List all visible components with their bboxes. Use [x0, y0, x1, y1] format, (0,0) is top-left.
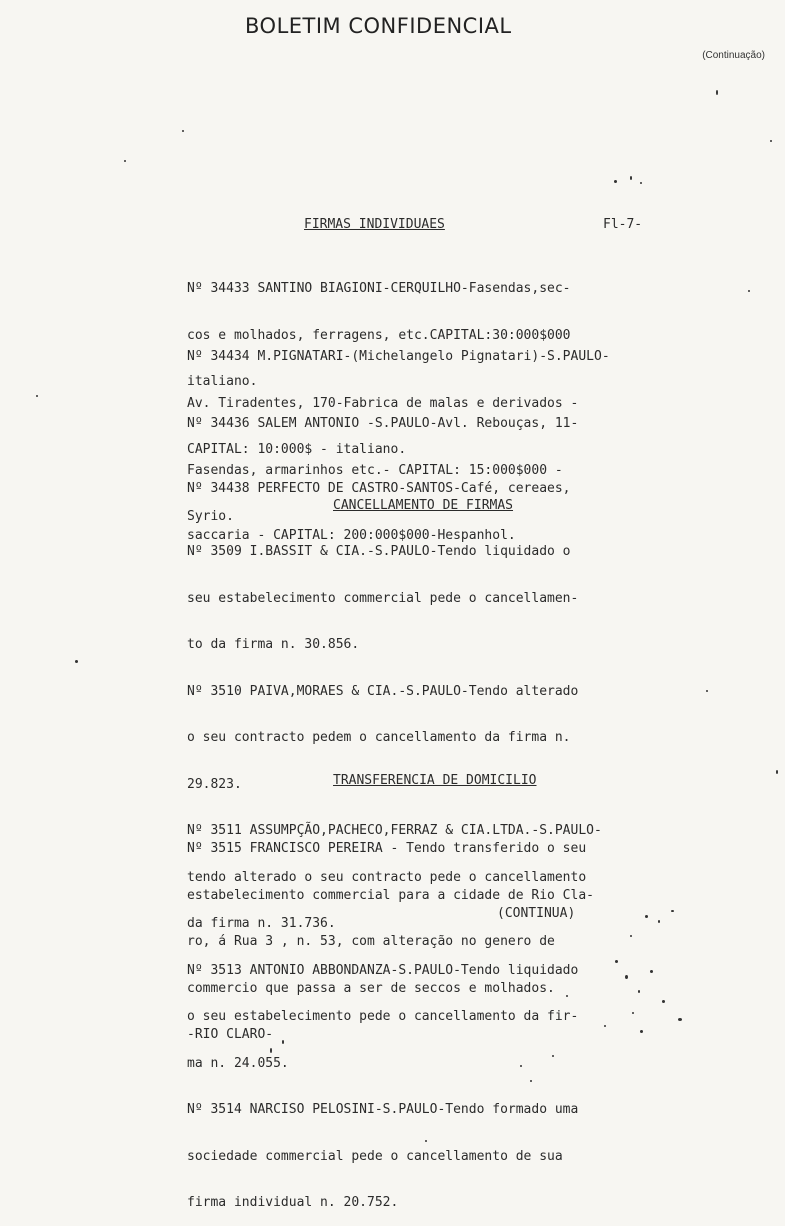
speck — [716, 90, 718, 95]
entry-line: ro, á Rua 3 , n. 53, com alteração no genero de — [187, 934, 555, 949]
entry-line: Nº 3510 PAIVA,MORAES & CIA.-S.PAULO-Tendo alterado — [187, 683, 579, 699]
entry-line: Nº 3515 FRANCISCO PEREIRA - Tendo transferido o seu — [187, 841, 587, 856]
speck — [630, 176, 632, 180]
entry-line: Av. Tiradentes, 170-Fabrica de malas e derivados - — [187, 395, 579, 411]
entry-line: Syrio. — [187, 509, 234, 524]
speck — [625, 975, 628, 979]
section-title-cancellamento: CANCELLAMENTO DE FIRMAS — [333, 498, 514, 513]
transferencia-entries — [187, 810, 594, 1058]
entry-line: Nº 34438 PERFECTO DE CASTRO-SANTOS-Café, cereaes, — [187, 481, 571, 496]
speck — [425, 1140, 427, 1142]
entry-line: Nº 34434 M.PIGNATARI-(Michelangelo Pignatari)-S.PAULO- — [187, 349, 610, 364]
speck — [671, 910, 674, 912]
section-title-firmas-individuaes: FIRMAS INDIVIDUAES — [304, 217, 445, 232]
entry-line: o seu contracto pedem o cancellamento da firma n. — [187, 730, 571, 745]
speck — [604, 1025, 606, 1027]
entry-line: ma n. 24.055. — [187, 1055, 289, 1071]
speck — [36, 395, 38, 397]
entry-line: seu estabelecimento commercial pede o cancellamen- — [187, 590, 579, 606]
page-folio: Fl-7- — [603, 217, 643, 232]
entry-line: italiano. — [187, 374, 258, 389]
entry-line: -RIO CLARO- — [187, 1027, 274, 1042]
speck — [678, 1018, 682, 1021]
entry-line: to da firma n. 30.856. — [187, 637, 360, 652]
entry-line: Fasendas, armarinhos etc.- CAPITAL: 15:000$000 - — [187, 462, 563, 478]
speck — [270, 1048, 272, 1053]
speck — [638, 990, 640, 993]
speck — [662, 1000, 665, 1003]
speck — [520, 1065, 522, 1067]
speck — [182, 130, 184, 132]
document-title: BOLETIM CONFIDENCIAL — [245, 14, 512, 38]
speck — [630, 935, 632, 937]
entry-line: Nº 3509 I.BASSIT & CIA.-S.PAULO-Tendo liquidado o — [187, 544, 571, 559]
speck — [748, 290, 750, 292]
speck — [75, 660, 78, 663]
speck — [640, 182, 642, 184]
entry-line: Nº 34433 SANTINO BIAGIONI-CERQUILHO-Fasendas,sec- — [187, 281, 571, 296]
continua-note: (CONTINUA) — [497, 906, 576, 921]
speck — [706, 690, 708, 692]
speck — [552, 1055, 554, 1057]
entry-line: 29.823. — [187, 776, 242, 792]
speck — [615, 960, 618, 963]
speck — [124, 160, 126, 162]
speck — [632, 1012, 634, 1014]
speck — [566, 995, 568, 997]
speck — [776, 770, 778, 774]
continuation-note: (Continuação) — [702, 50, 765, 61]
entry-line: sociedade commercial pede o cancellamento de sua — [187, 1148, 563, 1164]
section-title-transferencia: TRANSFERENCIA DE DOMICILIO — [333, 773, 537, 788]
entry-line: da firma n. 31.736. — [187, 916, 336, 931]
speck — [658, 920, 660, 923]
speck — [650, 970, 653, 973]
speck — [530, 1080, 532, 1082]
entry-line: Nº 3513 ANTONIO ABBONDANZA-S.PAULO-Tendo liquidado — [187, 962, 579, 978]
entry-line: Nº 3511 ASSUMPÇÃO,PACHECO,FERRAZ & CIA.LTDA.-S.PAULO- — [187, 823, 602, 838]
entry-line: firma individual n. 20.752. — [187, 1195, 399, 1210]
speck — [282, 1040, 284, 1044]
entry-line: tendo alterado o seu contracto pede o cancellamento — [187, 869, 587, 885]
speck — [640, 1030, 643, 1033]
entry-line: saccaria - CAPITAL: 200:000$000-Hespanhol. — [187, 527, 516, 543]
entry-line: CAPITAL: 10:000$ - italiano. — [187, 442, 407, 457]
entry-line: cos e molhados, ferragens, etc.CAPITAL:30:000$000 — [187, 327, 571, 343]
speck — [645, 915, 648, 918]
entry-line: o seu estabelecimento pede o cancellamento da fir- — [187, 1009, 579, 1024]
speck — [614, 180, 617, 183]
entry-line: Nº 34436 SALEM ANTONIO -S.PAULO-Avl. Rebouças, 11- — [187, 416, 579, 431]
speck — [770, 140, 772, 142]
entry-line: estabelecimento commercial para a cidade de Rio Cla- — [187, 887, 594, 903]
entry-line: commercio que passa a ser de seccos e molhados. — [187, 980, 555, 996]
entry-line: Nº 3514 NARCISO PELOSINI-S.PAULO-Tendo formado uma — [187, 1102, 579, 1117]
